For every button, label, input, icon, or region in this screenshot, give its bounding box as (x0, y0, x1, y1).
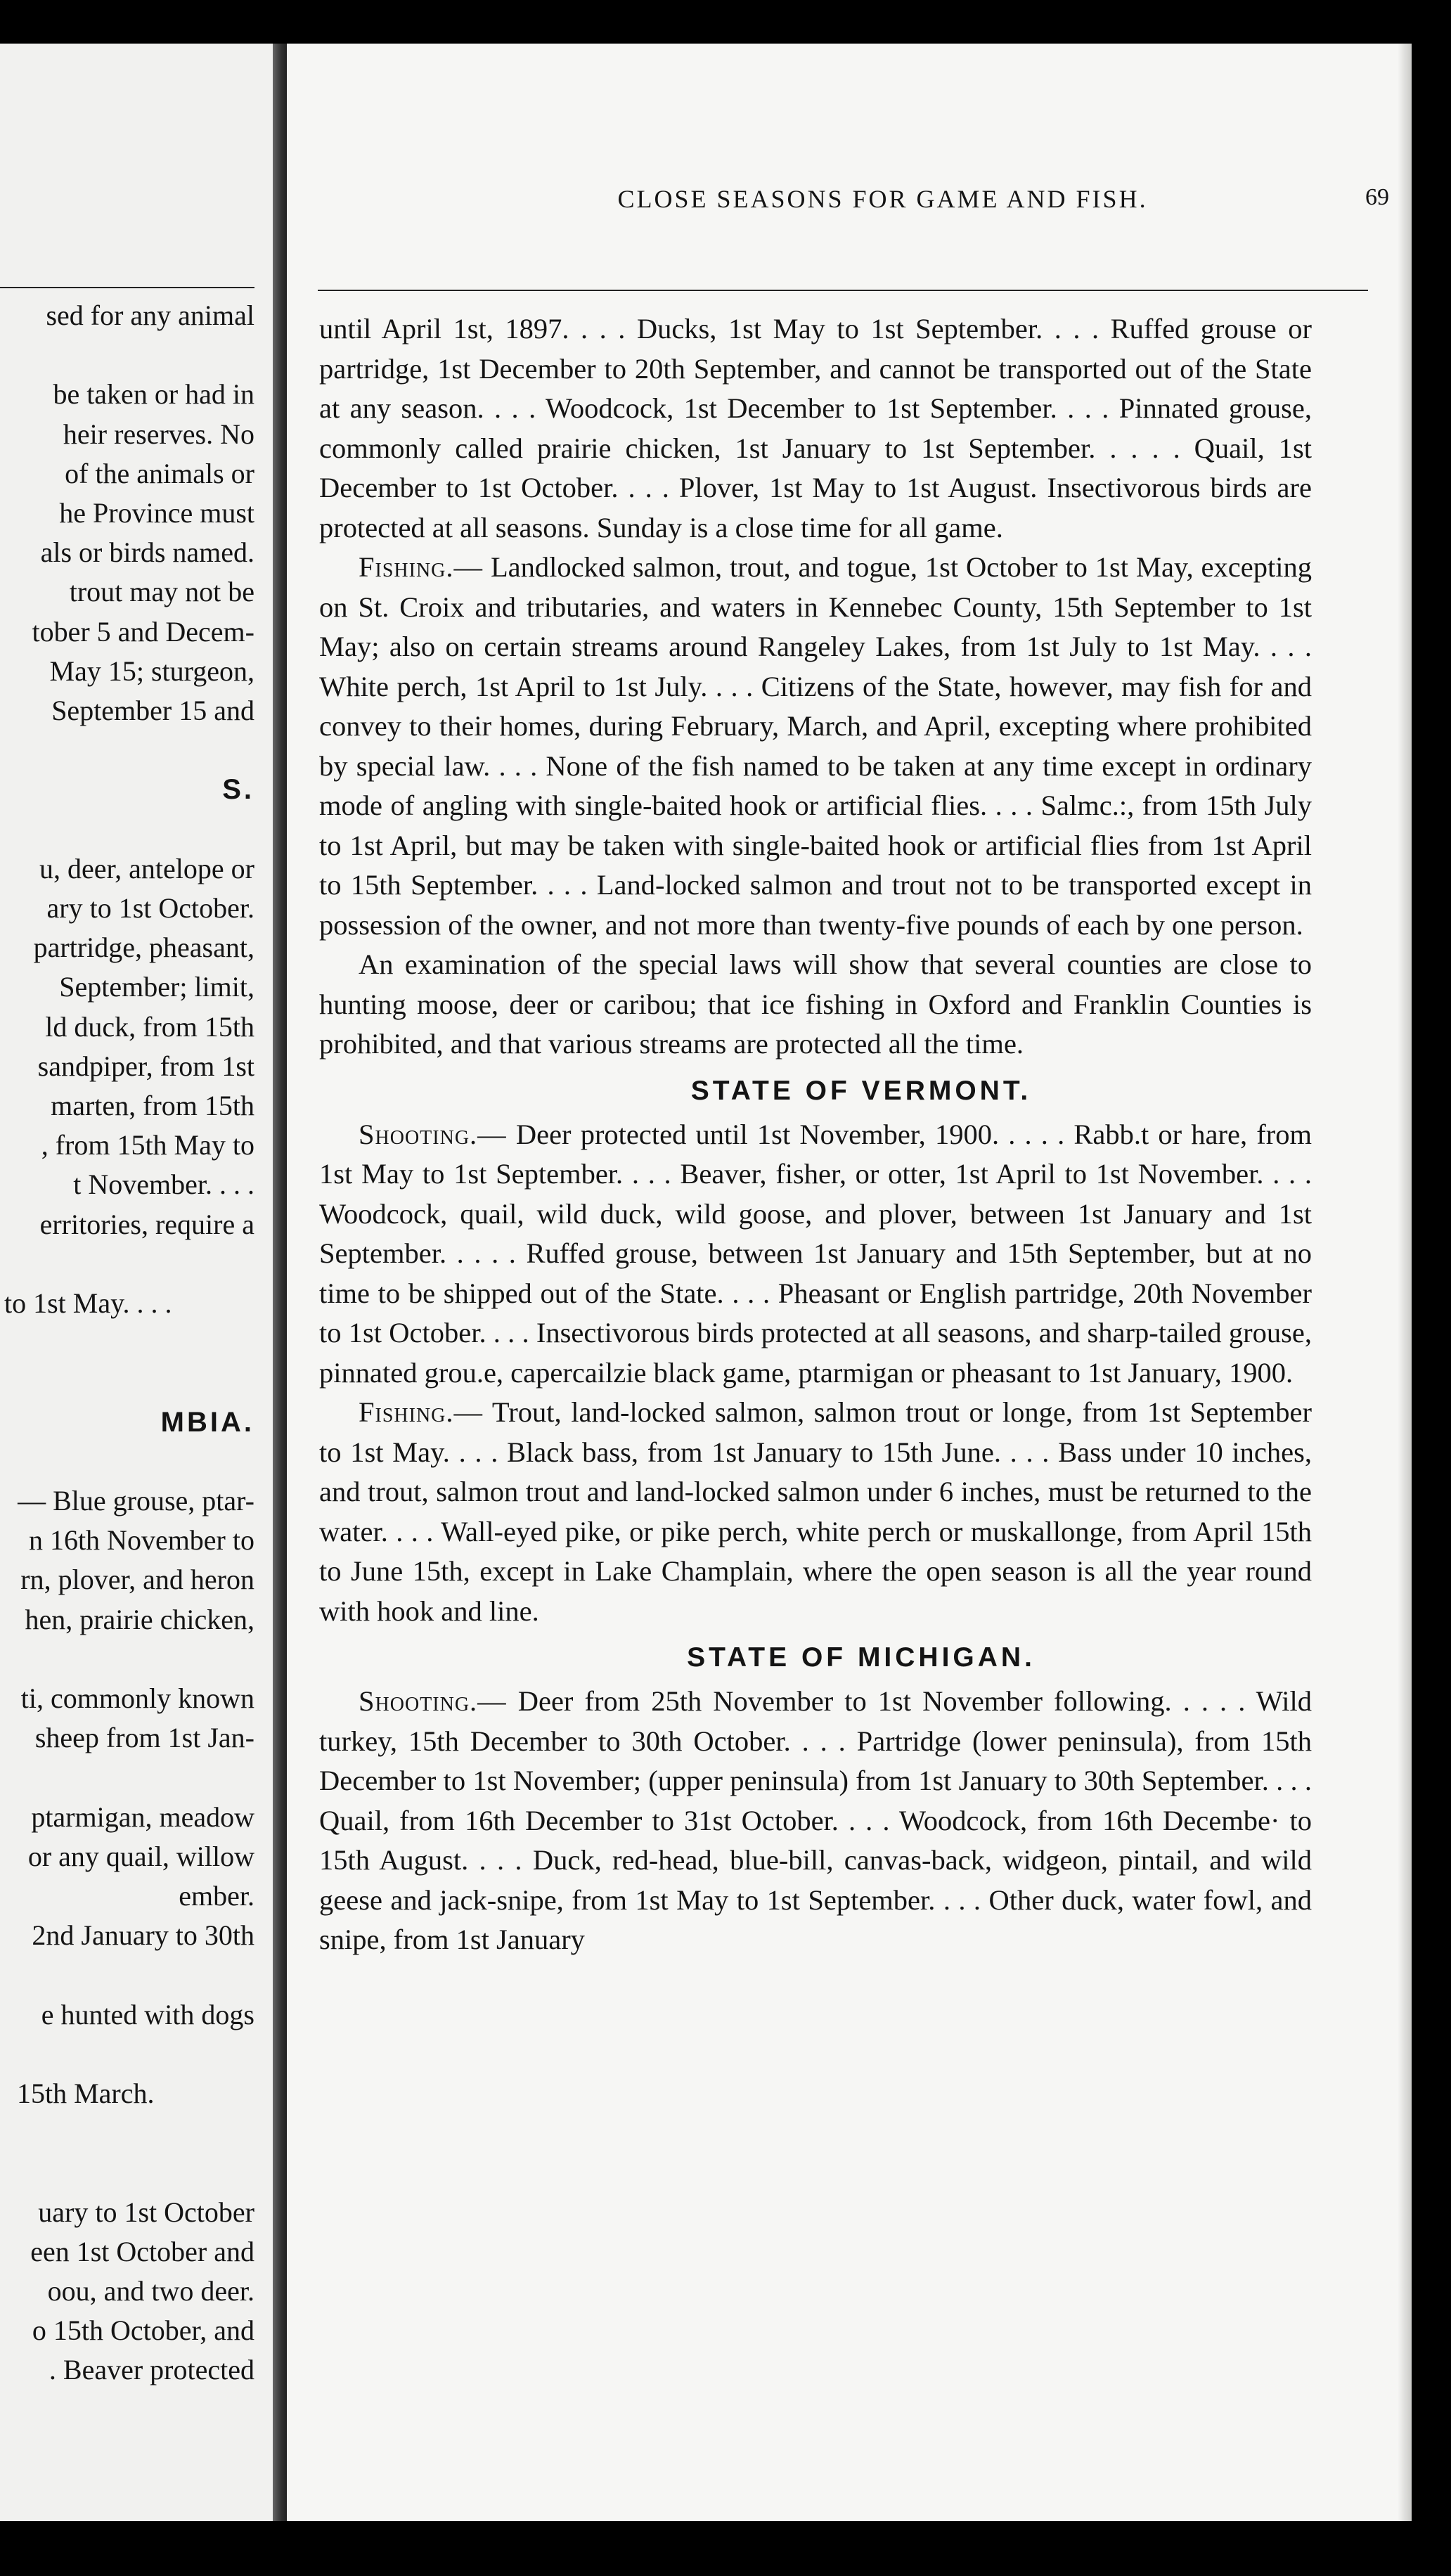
body-text (319, 309, 1312, 1960)
vermont-fishing-text: Trout, land-locked salmon, salmon trout or longe, from 1st September to 1st May. . . . Black bass, from 1st January to 15th June. . . . Bass under 10 inches, and trout, salmon trout and land-locked salmon under 6 inches, must be returned to the water. . . . Wall-eyed pike, or pike perch, white perch or muskallonge, from April 15th to June 15th, except in Lake Champlain, where the open season is all the year round with hook and line. (319, 1396, 1312, 1627)
vermont-fishing-paragraph (319, 1393, 1312, 1631)
page-number: 69 (1365, 184, 1389, 210)
previous-page-line: ld duck, from 15th (45, 1010, 254, 1043)
shooting-label: Shooting.— (359, 1118, 507, 1150)
previous-page-line: 15th March. (17, 2078, 155, 2109)
fishing-label: Fishing.— (359, 551, 484, 583)
previous-page-line: ary to 1st October. (46, 892, 254, 924)
previous-page (0, 44, 273, 2521)
vermont-shooting-text: Deer protected until 1st November, 1900. . . . . Rabb.t or hare, from 1st May to 1st September. . . . Beaver, fisher, or otter, 1st April to 1st November. . . . Woodcock, quail, wild duck, wild goose, and plover, between 1st January and 1st September. . . . . Ruffed grouse, between 1st January and 15th September, but at no time to be shipped out of the State. . . . Pheasant or English partridge, 20th November to 1st October. . . . Insectivorous birds protected at all seasons, and sharp-tailed grouse, pinnated grou.e, capercailzie black game, ptarmigan or pheasant to 1st January, 1900. (319, 1118, 1312, 1389)
previous-page-line: . Beaver protected (49, 2354, 254, 2386)
previous-page-line: be taken or had in (53, 378, 254, 411)
previous-page-line: , from 15th May to (41, 1129, 254, 1161)
previous-page-line: to 1st May. . . . (4, 1287, 172, 1319)
previous-page-line: tober 5 and Decem- (32, 615, 254, 648)
previous-page-line: als or birds named. (40, 536, 254, 569)
previous-page-line: e hunted with dogs (41, 1998, 254, 2030)
previous-page-line: sheep from 1st Jan- (34, 1722, 254, 1754)
vermont-heading: STATE OF VERMONT. (690, 1075, 1032, 1106)
previous-page-line: trout may not be (69, 576, 254, 608)
previous-page-line: heir reserves. No (63, 418, 254, 450)
previous-page-line: sed for any animal (46, 300, 254, 331)
previous-page-line: hen, prairie chicken, (25, 1603, 254, 1635)
maine-shooting-continued: until April 1st, 1897. . . . Ducks, 1st May to 1st September. . . . Ruffed grouse or partridge, 1st December to 20th September, and cannot be transported out of the State at any season. . . . Woodcock, 1st December to 1st September. . . . Pinnated grouse, commonly called prairie chicken, 1st January to 1st September. . . . . Quail, 1st December to 1st October. . . . Plover, 1st May to 1st August. Insectivorous birds are protected at all seasons. Sunday is a close time for all game. (319, 313, 1312, 543)
maine-fishing-paragraph (319, 548, 1312, 945)
previous-page-line: ember. (179, 1880, 254, 1912)
special-laws-paragraph: An examination of the special laws will show that several counties are close to hunting moose, deer or caribou; that ice fishing in Oxford and Franklin Counties is prohibited, and that various streams are protected all the time. (319, 948, 1312, 1060)
previous-page-line: May 15; sturgeon, (49, 655, 254, 687)
previous-page-line: oou, and two deer. (47, 2275, 254, 2307)
previous-page-line: een 1st October and (30, 2235, 254, 2267)
previous-page-line: S. (222, 774, 254, 806)
running-title: CLOSE SEASONS FOR GAME AND FISH. (617, 185, 1148, 213)
previous-page-line: rn, plover, and heron (20, 1564, 254, 1596)
previous-page-line: ptarmigan, meadow (31, 1801, 254, 1833)
previous-page-line: he Province must (59, 497, 254, 529)
previous-page-line: t November. . . . (73, 1168, 254, 1201)
previous-page-line: — Blue grouse, ptar- (18, 1485, 254, 1516)
running-head (287, 184, 1412, 214)
previous-page-line: September 15 and (51, 695, 254, 726)
michigan-heading: STATE OF MICHIGAN. (687, 1642, 1036, 1673)
shooting-label: Shooting.— (359, 1685, 507, 1717)
michigan-shooting-paragraph (319, 1682, 1312, 1960)
previous-page-line: erritories, require a (39, 1208, 254, 1240)
previous-page-line: ti, commonly known (20, 1682, 254, 1714)
previous-page-line: September; limit, (59, 971, 254, 1003)
previous-page-line: partridge, pheasant, (33, 932, 254, 964)
header-rule (318, 290, 1368, 291)
previous-page-line: of the animals or (65, 457, 254, 489)
previous-page-line: or any quail, willow (27, 1840, 254, 1872)
book-page (287, 44, 1412, 2521)
previous-page-line: u, deer, antelope or (39, 852, 254, 884)
vermont-shooting-paragraph (319, 1115, 1312, 1393)
fishing-label: Fishing.— (359, 1396, 484, 1428)
previous-page-line: MBIA. (160, 1406, 254, 1438)
previous-page-line: n 16th November to (28, 1524, 254, 1557)
previous-page-line: uary to 1st October (38, 2196, 254, 2228)
previous-page-line: sandpiper, from 1st (37, 1050, 254, 1082)
previous-page-line: marten, from 15th (51, 1090, 254, 1121)
previous-page-line: 2nd January to 30th (32, 1919, 254, 1952)
maine-fishing-text: Landlocked salmon, trout, and togue, 1st October to 1st May, excepting on St. Croix and tributaries, and waters in Kennebec County, 15th September to 1st May; also on certain streams around Rangeley Lakes, from 1st July to 1st May. . . . White perch, 1st April to 1st July. . . . Citizens of the State, however, may fish for and convey to their homes, during February, March, and April, excepting where prohibited by special law. . . . None of the fish named to be taken at any time except in ordinary mode of angling with single-baited hook or artificial flies. . . . Salmc.:, from 15th July to 1st April, but may be taken with single-baited hook or artificial flies from 1st April to 15th September. . . . Land-locked salmon and trout not to be transported except in possession of the owner, and not more than twenty-five pounds of each by one person. (319, 551, 1312, 941)
previous-page-rule (0, 287, 254, 288)
michigan-shooting-text: Deer from 25th November to 1st November following. . . . . Wild turkey, 15th December to 30th October. . . . Partridge (lower peninsula), from 15th December to 1st November; (upper peninsula) from 1st January to 30th September. . . . Quail, from 16th December to 31st October. . . . Woodcock, from 16th Decembe· to 15th August. . . . Duck, red-head, blue-bill, canvas-back, widgeon, pintail, and wild geese and jack-snipe, from 1st May to 1st September. . . . Other duck, water fowl, and snipe, from 1st January (319, 1685, 1312, 1955)
previous-page-line: o 15th October, and (32, 2314, 254, 2347)
